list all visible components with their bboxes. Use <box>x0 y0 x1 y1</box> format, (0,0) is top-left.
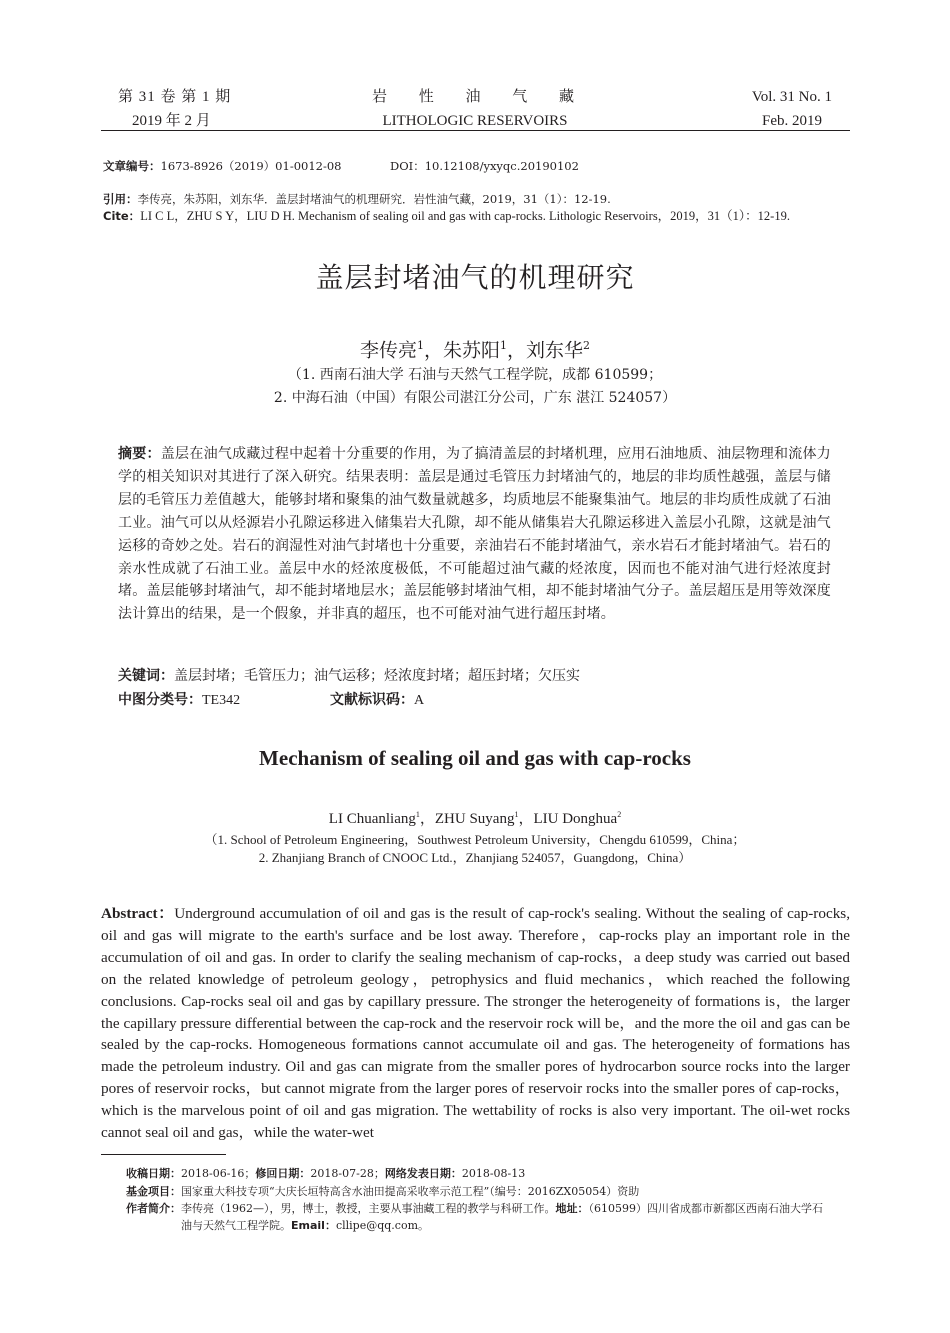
footnote-rule <box>101 1154 226 1155</box>
citation-cn-text: 李传亮，朱苏阳，刘东华．盖层封堵油气的机理研究．岩性油气藏，2019，31（1）：12-19. <box>137 192 611 206</box>
email-value: cllipe@qq.com。 <box>335 1219 430 1232</box>
citation-en-label: Cite： <box>103 209 141 223</box>
affiliation-en-1: （1. School of Petroleum Engineering，Southwest Petroleum University，Chengdu 610599，China； <box>204 832 746 847</box>
fund-label: 基金项目： <box>126 1185 181 1198</box>
volume-issue-en: Vol. 31 No. 1 <box>751 89 832 105</box>
fund-text: 国家重大科技专项“大庆长垣特高含水油田提高采收率示范工程”（编号：2016ZX05054）资助 <box>181 1185 640 1198</box>
title-cn: 盖层封堵油气的机理研究 <box>315 261 635 294</box>
authors-en <box>0 805 950 829</box>
clc-label: 中图分类号： <box>118 692 202 708</box>
author-cn-1-sup: 1 <box>416 339 424 352</box>
document-code <box>330 690 424 711</box>
citation-cn-label: 引用： <box>103 192 138 206</box>
document-code-value: A <box>414 693 425 708</box>
abstract-cn-text: 盖层在油气成藏过程中起着十分重要的作用，为了搞清盖层的封堵机理，应用石油地质、油层物理和流体力学的相关知识对其进行了深入研究。结果表明：盖层是通过毛管压力封堵油气的，地层的非均质性越强，盖层与储层的毛管压力差值越大，能够封堵和聚集的油气数量就越多，均质地层不能聚集油气。地层的非均质性成就了石油工业。油气可以从烃源岩小孔隙运移进入储集岩大孔隙，却不能从储集岩大孔隙运移进入盖层小孔隙，这就是油气运移的奇妙之处。岩石的润湿性对油气封堵也十分重要，亲油岩石不能封堵油气，亲水岩石才能封堵油气。岩石的亲水性成就了石油工业。盖层中水的烃浓度极低，不可能超过油气藏的烃浓度，因而也不能对油气进行烃浓度封堵。盖层能够封堵油气，却不能封堵地层水；盖层能够封堵油气相，却不能封堵油气分子。盖层超压是用等效深度法计算出的结果，是一个假象，并非真的超压，也不可能对油气进行超压封堵。 <box>118 446 831 623</box>
citation-en <box>103 208 790 224</box>
affiliation-cn-2: 2. 中海石油（中国）有限公司湛江分公司，广东 湛江 524057） <box>273 390 677 406</box>
abstract-cn <box>118 443 831 626</box>
keywords-cn-label: 关键词： <box>118 668 174 684</box>
author-bio-cont: 油与天然气工程学院。 <box>181 1219 291 1232</box>
footnote-dates <box>126 1166 851 1182</box>
address-text: （610599）四川省成都市新都区西南石油大学石 <box>588 1202 823 1215</box>
citation-en-text: LI C L，ZHU S Y，LIU D H. Mechanism of sealing oil and gas with cap-rocks. Lithologic Reservoirs，2019，31（1）：12-19. <box>140 209 790 223</box>
revised-date: 2018-07-28； <box>310 1167 385 1180</box>
document-code-label: 文献标识码： <box>330 692 414 708</box>
abstract-en-label: Abstract： <box>101 905 175 922</box>
article-number-label: 文章编号： <box>103 159 161 173</box>
title-en: Mechanism of sealing oil and gas with cap-rocks <box>259 746 691 770</box>
address-label: 地址： <box>555 1202 589 1215</box>
email-label: Email： <box>291 1219 336 1232</box>
revised-label: 修回日期： <box>255 1167 311 1180</box>
affiliation-cn-1: （1. 西南石油大学 石油与天然气工程学院，成都 610599； <box>287 367 663 383</box>
author-cn-2: ，朱苏阳 <box>423 339 500 362</box>
article-number-value: 1673-8926（2019）01-0012-08 <box>160 159 342 173</box>
affiliation-en-2: 2. Zhanjiang Branch of CNOOC Ltd.，Zhanjiang 524057，Guangdong，China） <box>258 850 692 865</box>
doi <box>390 158 579 174</box>
doi-label: DOI： <box>390 159 425 173</box>
footnote-author-cont <box>181 1218 851 1234</box>
received-label: 收稿日期： <box>126 1167 181 1180</box>
citation-cn <box>103 191 611 207</box>
header-rule <box>101 130 850 131</box>
footnote-author <box>126 1201 851 1217</box>
keywords-cn-text: 盖层封堵；毛管压力；油气运移；烃浓度封堵；超压封堵；欠压实 <box>174 668 580 684</box>
author-cn-3-sup: 2 <box>583 339 591 352</box>
doi-value: 10.12108/yxyqc.20190102 <box>424 159 579 173</box>
clc-value: TE342 <box>202 693 241 708</box>
author-en-1: LI Chuanliang <box>328 811 416 827</box>
journal-name-cn: 岩 性 油 气 藏 <box>371 89 588 105</box>
authors-cn <box>0 332 950 364</box>
author-en-1-sup: 1 <box>415 810 420 819</box>
date-en: Feb. 2019 <box>762 113 822 129</box>
received-date: 2018-06-16； <box>181 1167 256 1180</box>
author-en-3: ，LIU Donghua <box>518 811 618 827</box>
author-cn-3: ，刘东华 <box>507 339 584 362</box>
author-en-2: ，ZHU Suyang <box>419 811 515 827</box>
date-cn: 2019 年 2 月 <box>132 113 211 129</box>
journal-name-en: LITHOLOGIC RESERVOIRS <box>382 113 568 129</box>
keywords-cn <box>118 666 580 686</box>
author-en-2-sup: 1 <box>514 810 519 819</box>
clc-number <box>118 690 240 711</box>
article-number <box>103 158 342 174</box>
abstract-en-text: Underground accumulation of oil and gas is the result of cap-rock's sealing. Without the sealing of cap-rocks, oil and gas will migrate to the earth's surface and be lost away. Therefore，cap-rocks play an important role in the accumulation of oil and gas. In order to clarify the sealing mechanism of cap-rocks，a deep study was carried out based on the related knowledge of petroleum geology，petrophysics and fluid mechanics，which reached the following conclusions. Cap-rocks seal oil and gas by capillary pressure. The stronger the heterogeneity of formations is，the larger the capillary pressure differential between the cap-rock and the reservoir rock will be，and the more the oil and gas can be sealed by the cap-rocks. Homogeneous formations cannot accumulate oil and gas. The heterogeneity of formations has made the petroleum industry. Oil and gas can migrate from the smaller pores of hydrocarbon source rocks into the larger pores of reservoir rocks，but cannot migrate from the larger pores of reservoir rocks into the smaller pores of cap-rocks，which is the marvelous point of oil and gas migration. The wettability of rocks is also very important. The oil-wet rocks cannot seal oil and gas，while the water-wet <box>101 905 850 1142</box>
footnote-fund <box>126 1184 851 1200</box>
online-label: 网络发表日期： <box>384 1167 462 1180</box>
author-bio-label: 作者简介： <box>126 1202 181 1215</box>
author-en-3-sup: 2 <box>617 810 622 819</box>
author-cn-1: 李传亮 <box>359 339 417 362</box>
online-date: 2018-08-13 <box>461 1167 526 1180</box>
author-bio-text: 李传亮（1962—），男，博士，教授，主要从事油藏工程的教学与科研工作。 <box>181 1202 556 1215</box>
abstract-en <box>101 903 850 1144</box>
author-cn-2-sup: 1 <box>500 339 507 352</box>
volume-issue-cn: 第 31 卷 第 1 期 <box>118 89 232 105</box>
abstract-cn-label: 摘要： <box>118 446 161 462</box>
